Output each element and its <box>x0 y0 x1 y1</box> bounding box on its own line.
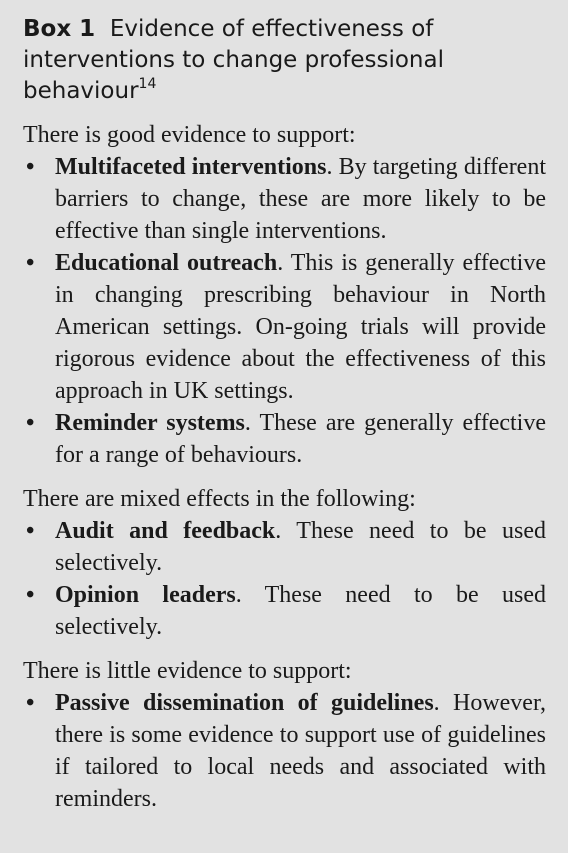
list-item <box>23 247 546 407</box>
item-text: . By targeting different barriers to change, these are more likely to be effective than single interventions. <box>55 154 547 244</box>
list-item <box>23 151 546 247</box>
box-title <box>23 14 546 107</box>
bullet-icon: • <box>26 518 35 544</box>
reference-number: 14 <box>138 76 157 92</box>
item-heading: Audit and feedback <box>55 518 276 544</box>
bullet-icon: • <box>26 582 35 608</box>
item-heading: Multifaceted interventions <box>55 154 327 180</box>
item-text: . However, there is some evidence to support use of guidelines if tailored to local needs and associated with reminders. <box>55 690 546 812</box>
section-good-evidence <box>23 119 546 471</box>
box-label: Box 1 <box>23 16 96 42</box>
item-text: . This is generally effective in changing prescribing behaviour in North American settings. On-going trials will provide rigorous evidence about the effectiveness of this approach in UK settings. <box>55 250 546 404</box>
box-title-text: Evidence of effectiveness of interventions to change professional behaviour <box>23 16 444 104</box>
list-item <box>23 515 546 579</box>
bullet-icon: • <box>26 410 35 436</box>
item-heading: Educational outreach <box>55 250 278 276</box>
section-mixed-effects <box>23 483 546 643</box>
item-text: . These need to be used selectively. <box>55 582 546 640</box>
bullet-list <box>23 151 546 471</box>
section-intro: There are mixed effects in the following: <box>23 486 416 512</box>
section-intro: There is good evidence to support: <box>23 122 356 148</box>
item-heading: Reminder systems <box>55 410 245 436</box>
section-intro: There is little evidence to support: <box>23 658 352 684</box>
bullet-icon: • <box>26 250 35 276</box>
list-item <box>23 407 546 471</box>
bullet-icon: • <box>26 690 35 716</box>
list-item <box>23 579 546 643</box>
item-text: . These need to be used selectively. <box>55 518 547 576</box>
item-heading: Opinion leaders <box>55 582 236 608</box>
item-heading: Passive dissemination of guidelines <box>55 690 434 716</box>
bullet-list <box>23 515 546 643</box>
item-text: . These are generally effective for a range of behaviours. <box>55 410 546 468</box>
list-item <box>23 687 546 815</box>
bullet-icon: • <box>26 154 35 180</box>
section-little-evidence <box>23 655 546 815</box>
bullet-list <box>23 687 546 815</box>
